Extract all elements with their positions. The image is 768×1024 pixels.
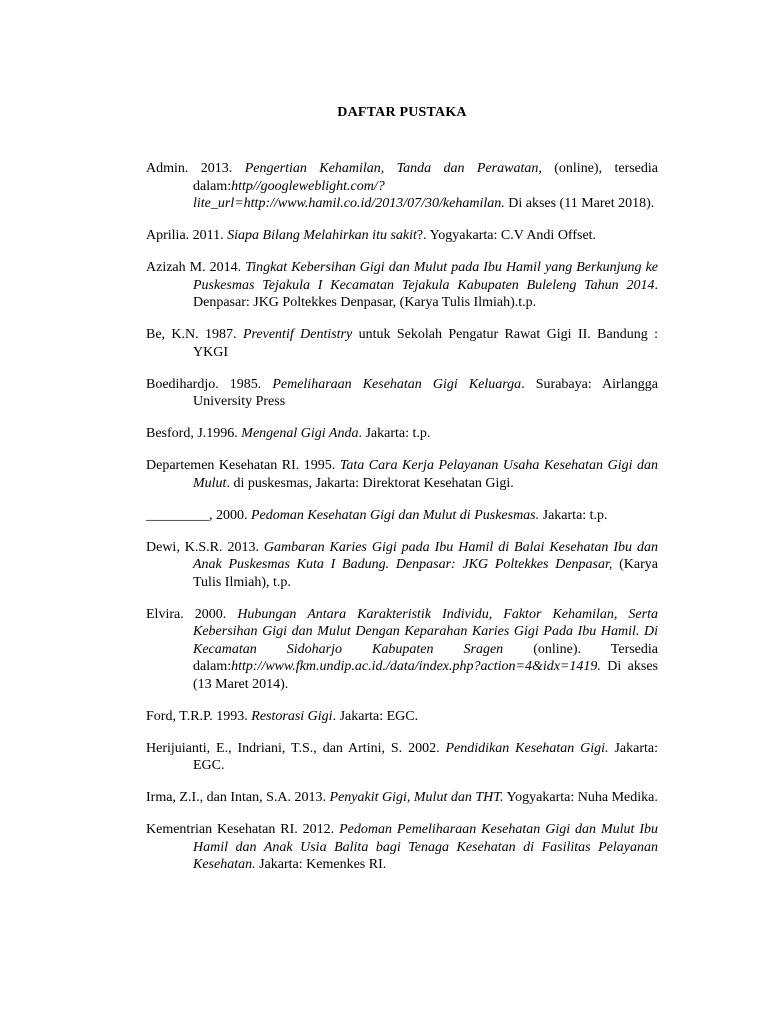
reference-text: Jakarta: EGC. bbox=[193, 740, 658, 773]
reference-entry bbox=[146, 507, 658, 525]
reference-text: Jakarta: Kemenkes RI. bbox=[255, 857, 387, 872]
reference-entry bbox=[146, 326, 658, 361]
reference-entry bbox=[146, 376, 658, 411]
reference-text: Ford, T.R.P. 1993. bbox=[146, 708, 252, 724]
reference-text: Jakarta: t.p. bbox=[539, 507, 608, 523]
reference-text: Departemen Kesehatan RI. 1995. bbox=[146, 458, 340, 473]
reference-entry bbox=[146, 259, 658, 312]
reference-text: Dewi, K.S.R. 2013. bbox=[146, 539, 264, 555]
reference-entry bbox=[146, 708, 658, 726]
reference-italic-text: Pedoman Kesehatan Gigi dan Mulut di Puskesmas. bbox=[251, 507, 540, 523]
reference-text: Di akses (11 Maret 2018). bbox=[504, 196, 655, 211]
reference-italic-text: Pendidikan Kesehatan Gigi. bbox=[445, 740, 609, 756]
reference-text: _________, 2000. bbox=[146, 507, 251, 523]
reference-text: Irma, Z.I., dan Intan, S.A. 2013. bbox=[146, 790, 330, 805]
reference-entry bbox=[146, 740, 658, 775]
reference-text: , (online), tersedia dalam: bbox=[193, 161, 658, 194]
reference-entry bbox=[146, 789, 658, 807]
reference-text: Herijuianti, E., Indriani, T.S., dan Artini, S. 2002. bbox=[146, 740, 446, 756]
reference-text: untuk Sekolah Pengatur Rawat Gigi II. Bandung : YKGI bbox=[193, 327, 658, 360]
reference-text: . Jakarta: EGC. bbox=[332, 708, 419, 724]
reference-text: Admin. 2013. bbox=[146, 161, 245, 176]
reference-italic-text: Gambaran Karies Gigi pada Ibu Hamil di Balai Kesehatan Ibu dan Anak Puskesmas Kuta I Badung. Denpasar: JKG Poltekkes Denpasar, bbox=[193, 539, 658, 572]
reference-entry bbox=[146, 160, 658, 213]
reference-entry bbox=[146, 425, 658, 443]
reference-italic-text: Pedoman Pemeliharaan Kesehatan Gigi dan Mulut Ibu Hamil dan Anak Usia Balita bagi Tenaga Kesehatan di Fasilitas Pelayanan Kesehatan. bbox=[193, 822, 659, 872]
reference-text: . Jakarta: t.p. bbox=[358, 426, 431, 441]
reference-italic-text: Penyakit Gigi, Mulut dan THT. bbox=[329, 790, 504, 805]
reference-italic-text: http://www.fkm.undip.ac.id./data/index.php?action=4&idx=1419. bbox=[231, 659, 601, 674]
reference-text: Boedihardjo. 1985. bbox=[146, 376, 273, 392]
reference-italic-text: Siapa Bilang Melahirkan itu sakit bbox=[227, 228, 417, 243]
reference-text: Elvira. 2000. bbox=[146, 606, 238, 622]
reference-text: (online). Tersedia dalam: bbox=[193, 641, 658, 674]
reference-text: Yogyakarta: Nuha Medika. bbox=[503, 790, 658, 805]
reference-text: Besford, J.1996. bbox=[146, 426, 242, 441]
reference-italic-text: Pengertian Kehamilan, Tanda dan Perawatan bbox=[244, 161, 539, 176]
reference-italic-text: Mengenal Gigi Anda bbox=[241, 426, 359, 441]
reference-entry bbox=[146, 227, 658, 245]
reference-italic-text: Preventif Dentistry bbox=[242, 327, 353, 342]
reference-text: Di akses (13 Maret 2014). bbox=[193, 659, 658, 692]
reference-list bbox=[146, 160, 658, 874]
reference-text: Azizah M. 2014. bbox=[146, 260, 246, 275]
document-page bbox=[146, 104, 658, 888]
reference-text: Kementrian Kesehatan RI. 2012. bbox=[146, 822, 340, 837]
reference-italic-text: Tata Cara Kerja Pelayanan Usaha Kesehatan Gigi dan Mulut bbox=[193, 458, 658, 491]
reference-italic-text: Pemeliharaan Kesehatan Gigi Keluarga bbox=[272, 376, 522, 392]
reference-text: Be, K.N. 1987. bbox=[146, 327, 243, 342]
reference-entry bbox=[146, 606, 658, 694]
reference-text: Aprilia. 2011. bbox=[146, 228, 228, 243]
reference-italic-text: http//googleweblight.com/?lite_url=http://www.hamil.co.id/2013/07/30/kehamilan. bbox=[193, 178, 505, 211]
reference-italic-text: Restorasi Gigi bbox=[251, 708, 333, 724]
reference-text: (Karya Tulis Ilmiah), t.p. bbox=[193, 557, 658, 590]
reference-entry bbox=[146, 457, 658, 492]
reference-text: . di puskesmas, Jakarta: Direktorat Kesehatan Gigi. bbox=[226, 475, 514, 491]
page-title: DAFTAR PUSTAKA bbox=[337, 105, 467, 120]
reference-italic-text: Tingkat Kebersihan Gigi dan Mulut pada Ibu Hamil yang Berkunjung ke Puskesmas Tejakula I Kecamatan Tejakula Kabupaten Buleleng Tahun 2014 bbox=[193, 260, 658, 293]
reference-text: . Denpasar: JKG Poltekkes Denpasar, (Karya Tulis Ilmiah).t.p. bbox=[193, 277, 658, 310]
reference-entry bbox=[146, 821, 658, 874]
reference-italic-text: Hubungan Antara Karakteristik Individu, Faktor Kehamilan, Serta Kebersihan Gigi dan Mulut Dengan Keparahan Karies Gigi Pada Ibu Hamil. Di Kecamatan Sidoharjo Kabupaten Sragen bbox=[193, 606, 658, 657]
reference-text: . Surabaya: Airlangga University Press bbox=[193, 376, 658, 409]
reference-text: ?. Yogyakarta: C.V Andi Offset. bbox=[416, 228, 597, 243]
reference-entry bbox=[146, 539, 658, 592]
